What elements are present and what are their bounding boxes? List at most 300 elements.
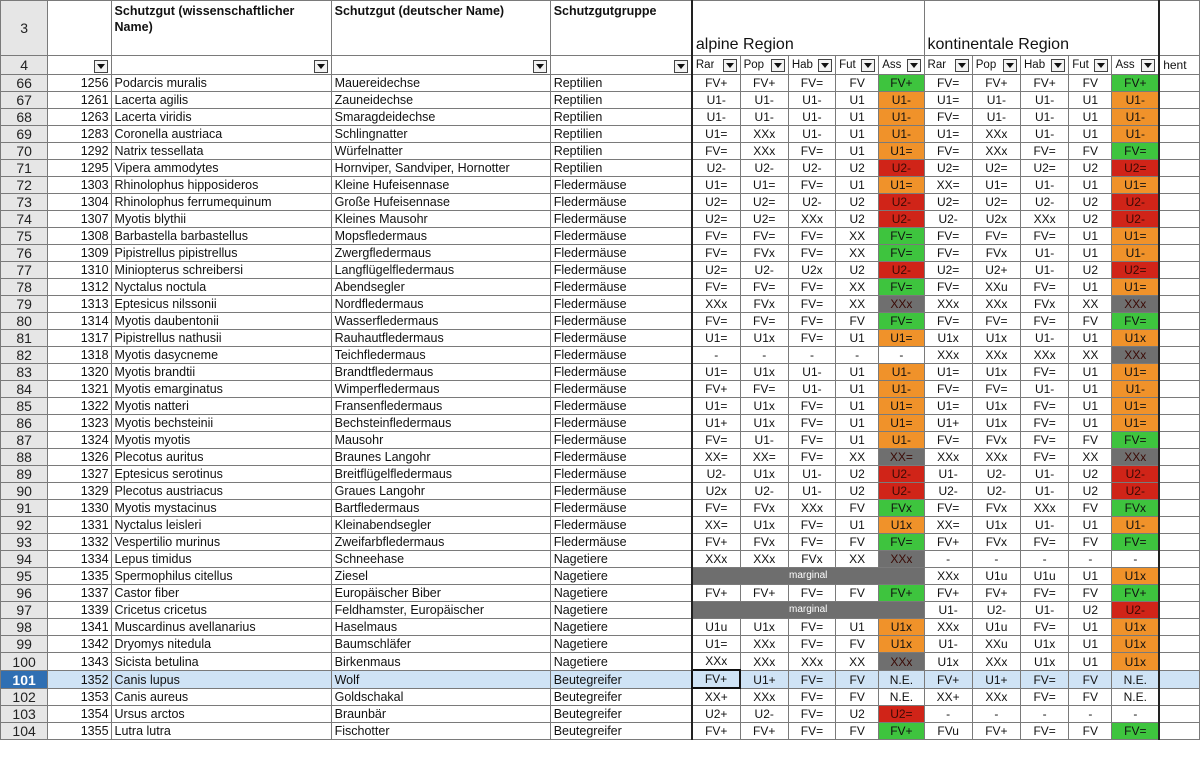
empty-cell[interactable] [1159,619,1199,636]
alpine-assessment-cell[interactable]: U1= [879,330,924,347]
alpine-status-cell[interactable]: U1+ [692,415,740,432]
continental-status-cell[interactable]: U1= [924,126,972,143]
alpine-assessment-cell[interactable]: FVx [879,500,924,517]
alpine-assessment-cell[interactable]: U1- [879,109,924,126]
continental-status-cell[interactable]: FV+ [924,534,972,551]
alpine-status-cell[interactable]: U2+ [692,706,740,723]
row-header[interactable]: 77 [1,262,48,279]
alpine-assessment-cell[interactable]: XXx [879,296,924,313]
german-name-cell[interactable]: Bartfledermaus [331,500,550,517]
alpine-status-cell[interactable]: FV [836,636,879,653]
group-cell[interactable]: Fledermäuse [550,296,692,313]
continental-status-cell[interactable]: U2= [924,160,972,177]
continental-status-cell[interactable]: FV+ [972,585,1020,602]
alpine-status-cell[interactable]: U1- [692,92,740,109]
species-code-cell[interactable]: 1322 [48,398,111,415]
continental-status-cell[interactable]: FVx [972,500,1020,517]
row-header[interactable]: 67 [1,92,48,109]
continental-status-cell[interactable]: FV [1069,432,1112,449]
alpine-status-cell[interactable]: U1- [788,364,835,381]
group-cell[interactable]: Fledermäuse [550,415,692,432]
row-header[interactable]: 82 [1,347,48,364]
continental-assessment-cell[interactable]: U1x [1112,636,1159,653]
continental-status-cell[interactable]: U1- [1021,92,1069,109]
german-name-cell[interactable]: Langflügelfledermaus [331,262,550,279]
continental-status-cell[interactable]: XX [1069,347,1112,364]
continental-status-cell[interactable]: FV [1069,534,1112,551]
alpine-status-cell[interactable]: FV= [788,296,835,313]
empty-cell[interactable] [1159,211,1199,228]
german-name-cell[interactable]: Zweifarbfledermaus [331,534,550,551]
alpine-status-cell[interactable]: FVx [788,551,835,568]
continental-status-cell[interactable]: U1= [924,92,972,109]
scientific-name-cell[interactable]: Myotis natteri [111,398,331,415]
group-cell[interactable]: Reptilien [550,143,692,160]
row-header[interactable]: 94 [1,551,48,568]
row-header[interactable]: 96 [1,585,48,602]
empty-cell[interactable] [1159,75,1199,92]
german-name-cell[interactable]: Mopsfledermaus [331,228,550,245]
group-cell[interactable]: Fledermäuse [550,517,692,534]
continental-status-cell[interactable]: U1= [972,177,1020,194]
species-code-cell[interactable]: 1327 [48,466,111,483]
alpine-assessment-cell[interactable]: U1- [879,432,924,449]
alpine-status-cell[interactable]: U1- [788,381,835,398]
empty-cell[interactable] [1159,602,1199,619]
continental-status-cell[interactable]: XX+ [924,688,972,706]
group-cell[interactable]: Beutegreifer [550,670,692,688]
empty-cell[interactable] [1159,245,1199,262]
continental-status-cell[interactable]: XXx [924,296,972,313]
scientific-name-cell[interactable]: Lacerta viridis [111,109,331,126]
alpine-status-cell[interactable]: XX= [740,449,788,466]
alpine-status-cell[interactable]: FV= [788,143,835,160]
alpine-status-cell[interactable]: U2- [740,483,788,500]
german-name-cell[interactable]: Abendsegler [331,279,550,296]
continental-assessment-cell[interactable]: U2- [1112,211,1159,228]
alpine-status-cell[interactable]: U2x [692,483,740,500]
german-name-cell[interactable]: Birkenmaus [331,653,550,671]
alpine-status-cell[interactable]: U1 [836,619,879,636]
row-header[interactable]: 71 [1,160,48,177]
empty-cell[interactable] [1159,534,1199,551]
alpine-status-cell[interactable]: U2- [788,194,835,211]
row-header[interactable]: 89 [1,466,48,483]
filter-dropdown-icon[interactable] [1141,59,1155,72]
continental-assessment-cell[interactable]: FVx [1112,500,1159,517]
row-header[interactable]: 73 [1,194,48,211]
german-name-cell[interactable]: Mausohr [331,432,550,449]
continental-assessment-cell[interactable]: U1- [1112,109,1159,126]
continental-status-cell[interactable]: U1 [1069,653,1112,671]
continental-status-cell[interactable]: U1 [1069,245,1112,262]
continental-status-cell[interactable]: U1 [1069,415,1112,432]
continental-status-cell[interactable]: FV= [924,432,972,449]
alpine-status-cell[interactable]: XX= [692,517,740,534]
empty-cell[interactable] [1159,330,1199,347]
continental-status-cell[interactable]: U1 [1069,517,1112,534]
alpine-status-cell[interactable]: FV= [788,415,835,432]
species-code-cell[interactable]: 1304 [48,194,111,211]
continental-assessment-cell[interactable]: N.E. [1112,670,1159,688]
alpine-status-cell[interactable]: U2- [740,262,788,279]
alpine-subheader-1[interactable] [740,56,788,75]
continental-status-cell[interactable]: FV= [1021,228,1069,245]
alpine-status-cell[interactable]: U2- [692,466,740,483]
empty-cell[interactable] [1159,500,1199,517]
empty-cell[interactable] [1159,585,1199,602]
species-code-cell[interactable]: 1352 [48,670,111,688]
alpine-status-cell[interactable]: U1u [692,619,740,636]
scientific-name-cell[interactable]: Miniopterus schreibersi [111,262,331,279]
scientific-name-cell[interactable]: Myotis daubentonii [111,313,331,330]
row-header-4[interactable]: 4 [1,56,48,75]
alpine-status-cell[interactable]: FV= [740,313,788,330]
continental-status-cell[interactable]: U1- [972,92,1020,109]
continental-status-cell[interactable]: XXx [924,619,972,636]
continental-status-cell[interactable]: FV= [1021,415,1069,432]
alpine-status-cell[interactable]: - [692,347,740,364]
alpine-status-cell[interactable]: FV+ [692,75,740,92]
empty-cell[interactable] [1159,670,1199,688]
group-cell[interactable]: Beutegreifer [550,706,692,723]
continental-status-cell[interactable]: FV+ [1021,75,1069,92]
continental-status-cell[interactable]: U2= [972,194,1020,211]
alpine-assessment-cell[interactable]: U2= [879,706,924,723]
german-name-cell[interactable]: Baumschläfer [331,636,550,653]
alpine-status-cell[interactable]: XXx [740,653,788,671]
continental-status-cell[interactable]: XXx [972,449,1020,466]
continental-status-cell[interactable]: XX= [924,177,972,194]
continental-status-cell[interactable]: U1 [1069,228,1112,245]
continental-status-cell[interactable]: - [924,706,972,723]
continental-status-cell[interactable]: U1- [1021,109,1069,126]
alpine-assessment-cell[interactable]: U1- [879,381,924,398]
continental-assessment-cell[interactable]: FV+ [1112,585,1159,602]
alpine-status-cell[interactable]: XX+ [692,688,740,706]
species-code-cell[interactable]: 1331 [48,517,111,534]
empty-cell[interactable] [1159,517,1199,534]
continental-assessment-cell[interactable]: U1x [1112,653,1159,671]
group-cell[interactable]: Nagetiere [550,551,692,568]
group-cell[interactable]: Fledermäuse [550,228,692,245]
alpine-status-cell[interactable]: FVx [740,245,788,262]
scientific-name-cell[interactable]: Coronella austriaca [111,126,331,143]
alpine-status-cell[interactable]: FV= [788,330,835,347]
alpine-assessment-cell[interactable]: U1x [879,636,924,653]
continental-status-cell[interactable]: FV= [1021,449,1069,466]
group-cell[interactable]: Fledermäuse [550,364,692,381]
alpine-status-cell[interactable]: FV= [788,619,835,636]
continental-status-cell[interactable]: FV= [924,228,972,245]
empty-cell[interactable] [1159,177,1199,194]
alpine-status-cell[interactable]: FV= [692,500,740,517]
german-name-cell[interactable]: Haselmaus [331,619,550,636]
empty-cell[interactable] [1159,723,1199,740]
alpine-status-cell[interactable]: U2= [740,211,788,228]
continental-assessment-cell[interactable]: FV= [1112,723,1159,740]
alpine-status-cell[interactable]: FV [836,500,879,517]
continental-status-cell[interactable]: FV= [1021,585,1069,602]
alpine-status-cell[interactable]: XX [836,551,879,568]
species-code-cell[interactable]: 1353 [48,688,111,706]
continental-assessment-cell[interactable]: FV= [1112,143,1159,160]
alpine-status-cell[interactable]: FV= [788,670,835,688]
empty-cell[interactable] [1159,415,1199,432]
continental-status-cell[interactable]: U1- [1021,177,1069,194]
alpine-status-cell[interactable]: U1x [740,517,788,534]
continental-assessment-cell[interactable]: U1- [1112,517,1159,534]
continental-status-cell[interactable]: U1- [1021,262,1069,279]
filter-dropdown-icon[interactable] [314,60,328,73]
continental-status-cell[interactable]: FV= [1021,723,1069,740]
species-code-cell[interactable]: 1303 [48,177,111,194]
scientific-name-cell[interactable]: Cricetus cricetus [111,602,331,619]
species-code-cell[interactable]: 1323 [48,415,111,432]
row-header[interactable]: 69 [1,126,48,143]
alpine-status-cell[interactable]: U1= [740,177,788,194]
species-code-cell[interactable]: 1355 [48,723,111,740]
continental-status-cell[interactable]: FV= [972,313,1020,330]
continental-status-cell[interactable]: FV= [1021,364,1069,381]
continental-status-cell[interactable]: - [1021,551,1069,568]
alpine-assessment-cell[interactable]: U2- [879,466,924,483]
continental-status-cell[interactable]: U2 [1069,262,1112,279]
continental-status-cell[interactable]: XXx [1021,500,1069,517]
row-header[interactable]: 97 [1,602,48,619]
continental-status-cell[interactable]: XXx [972,143,1020,160]
alpine-assessment-cell[interactable]: - [879,347,924,364]
alpine-status-cell[interactable]: FV+ [692,670,740,688]
alpine-status-cell[interactable]: U2- [740,706,788,723]
alpine-status-cell[interactable]: U2 [836,211,879,228]
continental-status-cell[interactable]: U1- [924,636,972,653]
alpine-status-cell[interactable]: U1- [788,92,835,109]
group-cell[interactable]: Fledermäuse [550,432,692,449]
empty-cell[interactable] [1159,568,1199,585]
row-header[interactable]: 92 [1,517,48,534]
alpine-status-cell[interactable]: FV= [788,706,835,723]
group-cell[interactable]: Reptilien [550,92,692,109]
continental-status-cell[interactable]: FV [1069,688,1112,706]
alpine-status-cell[interactable]: - [836,347,879,364]
alpine-status-cell[interactable]: XX [836,279,879,296]
scientific-name-cell[interactable]: Sicista betulina [111,653,331,671]
continental-status-cell[interactable]: U1+ [972,670,1020,688]
empty-cell[interactable] [1159,109,1199,126]
continental-assessment-cell[interactable]: U1= [1112,279,1159,296]
scientific-name-cell[interactable]: Pipistrellus pipistrellus [111,245,331,262]
alpine-assessment-cell[interactable]: N.E. [879,688,924,706]
continental-assessment-cell[interactable]: FV= [1112,432,1159,449]
alpine-status-cell[interactable]: U1 [836,432,879,449]
group-cell[interactable]: Reptilien [550,126,692,143]
continental-assessment-cell[interactable]: U1x [1112,568,1159,585]
alpine-status-cell[interactable]: FV+ [692,723,740,740]
alpine-assessment-cell[interactable]: XXx [879,653,924,671]
continental-assessment-cell[interactable]: FV= [1112,313,1159,330]
alpine-status-cell[interactable]: FV= [692,279,740,296]
scientific-name-cell[interactable]: Myotis blythii [111,211,331,228]
group-cell[interactable]: Fledermäuse [550,466,692,483]
alpine-status-cell[interactable]: U1- [788,126,835,143]
alpine-assessment-cell[interactable]: XX= [879,449,924,466]
filter-cell-id[interactable] [48,56,111,75]
species-code-cell[interactable]: 1329 [48,483,111,500]
group-cell[interactable]: Fledermäuse [550,500,692,517]
alpine-status-cell[interactable]: U1x [740,466,788,483]
continental-subheader-2[interactable] [1021,56,1069,75]
scientific-name-cell[interactable]: Myotis bechsteinii [111,415,331,432]
continental-status-cell[interactable]: U2 [1069,194,1112,211]
continental-assessment-cell[interactable]: - [1112,551,1159,568]
continental-status-cell[interactable]: U1 [1069,619,1112,636]
filter-dropdown-icon[interactable] [955,59,969,72]
row-header[interactable]: 80 [1,313,48,330]
german-name-cell[interactable]: Fischotter [331,723,550,740]
continental-status-cell[interactable]: - [1069,706,1112,723]
row-header[interactable]: 93 [1,534,48,551]
continental-assessment-cell[interactable]: U1- [1112,92,1159,109]
alpine-status-cell[interactable]: FV+ [692,381,740,398]
species-code-cell[interactable]: 1339 [48,602,111,619]
header-cell-id[interactable] [48,1,111,56]
continental-status-cell[interactable]: U1x [972,415,1020,432]
continental-status-cell[interactable]: U2- [972,483,1020,500]
row-header[interactable]: 98 [1,619,48,636]
group-cell[interactable]: Nagetiere [550,636,692,653]
continental-assessment-cell[interactable]: XXx [1112,347,1159,364]
alpine-status-cell[interactable]: FV= [740,381,788,398]
continental-status-cell[interactable]: FV= [924,143,972,160]
row-header[interactable]: 99 [1,636,48,653]
header-alpine-region[interactable]: alpine Region [692,1,924,56]
alpine-status-cell[interactable]: XXx [692,551,740,568]
continental-subheader-3[interactable] [1069,56,1112,75]
alpine-status-cell[interactable]: - [740,347,788,364]
continental-status-cell[interactable]: FV= [1021,432,1069,449]
scientific-name-cell[interactable]: Myotis emarginatus [111,381,331,398]
continental-status-cell[interactable]: XXx [972,347,1020,364]
scientific-name-cell[interactable]: Nyctalus leisleri [111,517,331,534]
group-cell[interactable]: Reptilien [550,75,692,92]
row-header-3[interactable]: 3 [1,1,48,56]
species-code-cell[interactable]: 1321 [48,381,111,398]
scientific-name-cell[interactable]: Myotis brandtii [111,364,331,381]
species-code-cell[interactable]: 1283 [48,126,111,143]
alpine-status-cell[interactable]: U1- [788,109,835,126]
alpine-status-cell[interactable]: U1 [836,517,879,534]
alpine-status-cell[interactable]: U1- [740,432,788,449]
continental-status-cell[interactable]: U1- [924,466,972,483]
continental-status-cell[interactable]: U2- [1021,194,1069,211]
alpine-assessment-cell[interactable]: FV= [879,534,924,551]
alpine-status-cell[interactable]: FV= [788,636,835,653]
continental-status-cell[interactable]: FV= [972,381,1020,398]
continental-status-cell[interactable]: U1 [1069,109,1112,126]
continental-assessment-cell[interactable]: FV+ [1112,75,1159,92]
alpine-status-cell[interactable]: U2- [692,160,740,177]
german-name-cell[interactable]: Braunbär [331,706,550,723]
empty-cell[interactable] [1159,143,1199,160]
species-code-cell[interactable]: 1309 [48,245,111,262]
alpine-status-cell[interactable]: FV [836,313,879,330]
alpine-assessment-cell[interactable]: U1= [879,415,924,432]
scientific-name-cell[interactable]: Spermophilus citellus [111,568,331,585]
german-name-cell[interactable]: Kleinabendsegler [331,517,550,534]
continental-status-cell[interactable]: U2+ [972,262,1020,279]
scientific-name-cell[interactable]: Lacerta agilis [111,92,331,109]
alpine-status-cell[interactable]: FVx [740,296,788,313]
alpine-status-cell[interactable]: XX [836,653,879,671]
continental-status-cell[interactable]: U1= [924,398,972,415]
continental-status-cell[interactable]: XXu [972,279,1020,296]
scientific-name-cell[interactable]: Barbastella barbastellus [111,228,331,245]
species-code-cell[interactable]: 1295 [48,160,111,177]
group-cell[interactable]: Fledermäuse [550,398,692,415]
scientific-name-cell[interactable]: Vipera ammodytes [111,160,331,177]
row-header[interactable]: 90 [1,483,48,500]
alpine-status-cell[interactable]: FV= [788,449,835,466]
row-header[interactable]: 72 [1,177,48,194]
continental-status-cell[interactable]: U2= [924,194,972,211]
continental-status-cell[interactable]: U1- [1021,517,1069,534]
continental-status-cell[interactable]: U1- [1021,466,1069,483]
alpine-status-cell[interactable]: U1 [836,330,879,347]
empty-cell[interactable] [1159,296,1199,313]
empty-cell[interactable] [1159,398,1199,415]
continental-status-cell[interactable]: XX [1069,296,1112,313]
row-header[interactable]: 75 [1,228,48,245]
alpine-assessment-cell[interactable]: U1= [879,177,924,194]
species-code-cell[interactable]: 1335 [48,568,111,585]
scientific-name-cell[interactable]: Plecotus austriacus [111,483,331,500]
continental-status-cell[interactable]: - [924,551,972,568]
continental-status-cell[interactable]: FV= [1021,619,1069,636]
alpine-status-cell[interactable]: U2 [836,466,879,483]
empty-cell[interactable] [1159,636,1199,653]
alpine-assessment-cell[interactable]: FV= [879,245,924,262]
species-code-cell[interactable]: 1330 [48,500,111,517]
alpine-assessment-cell[interactable]: FV= [879,228,924,245]
alpine-status-cell[interactable]: U1= [692,126,740,143]
filter-dropdown-icon[interactable] [861,59,875,72]
alpine-status-cell[interactable]: FV= [788,398,835,415]
alpine-assessment-cell[interactable]: XXx [879,551,924,568]
filter-cell-group[interactable] [550,56,692,75]
group-cell[interactable]: Nagetiere [550,619,692,636]
continental-assessment-cell[interactable]: U1x [1112,330,1159,347]
species-code-cell[interactable]: 1261 [48,92,111,109]
alpine-status-cell[interactable]: FV+ [740,75,788,92]
continental-assessment-cell[interactable]: U1x [1112,619,1159,636]
row-header[interactable]: 76 [1,245,48,262]
empty-cell[interactable] [1159,653,1199,671]
continental-status-cell[interactable]: U1 [1069,364,1112,381]
german-name-cell[interactable]: Große Hufeisennase [331,194,550,211]
empty-cell[interactable] [1159,381,1199,398]
continental-status-cell[interactable]: XXx [1021,211,1069,228]
alpine-status-cell[interactable]: U2= [692,262,740,279]
continental-status-cell[interactable]: U1 [1069,177,1112,194]
species-code-cell[interactable]: 1292 [48,143,111,160]
empty-cell[interactable] [1159,160,1199,177]
alpine-status-cell[interactable]: U1- [692,109,740,126]
alpine-status-cell[interactable]: FV [836,670,879,688]
scientific-name-cell[interactable]: Myotis dasycneme [111,347,331,364]
scientific-name-cell[interactable]: Ursus arctos [111,706,331,723]
species-code-cell[interactable]: 1326 [48,449,111,466]
